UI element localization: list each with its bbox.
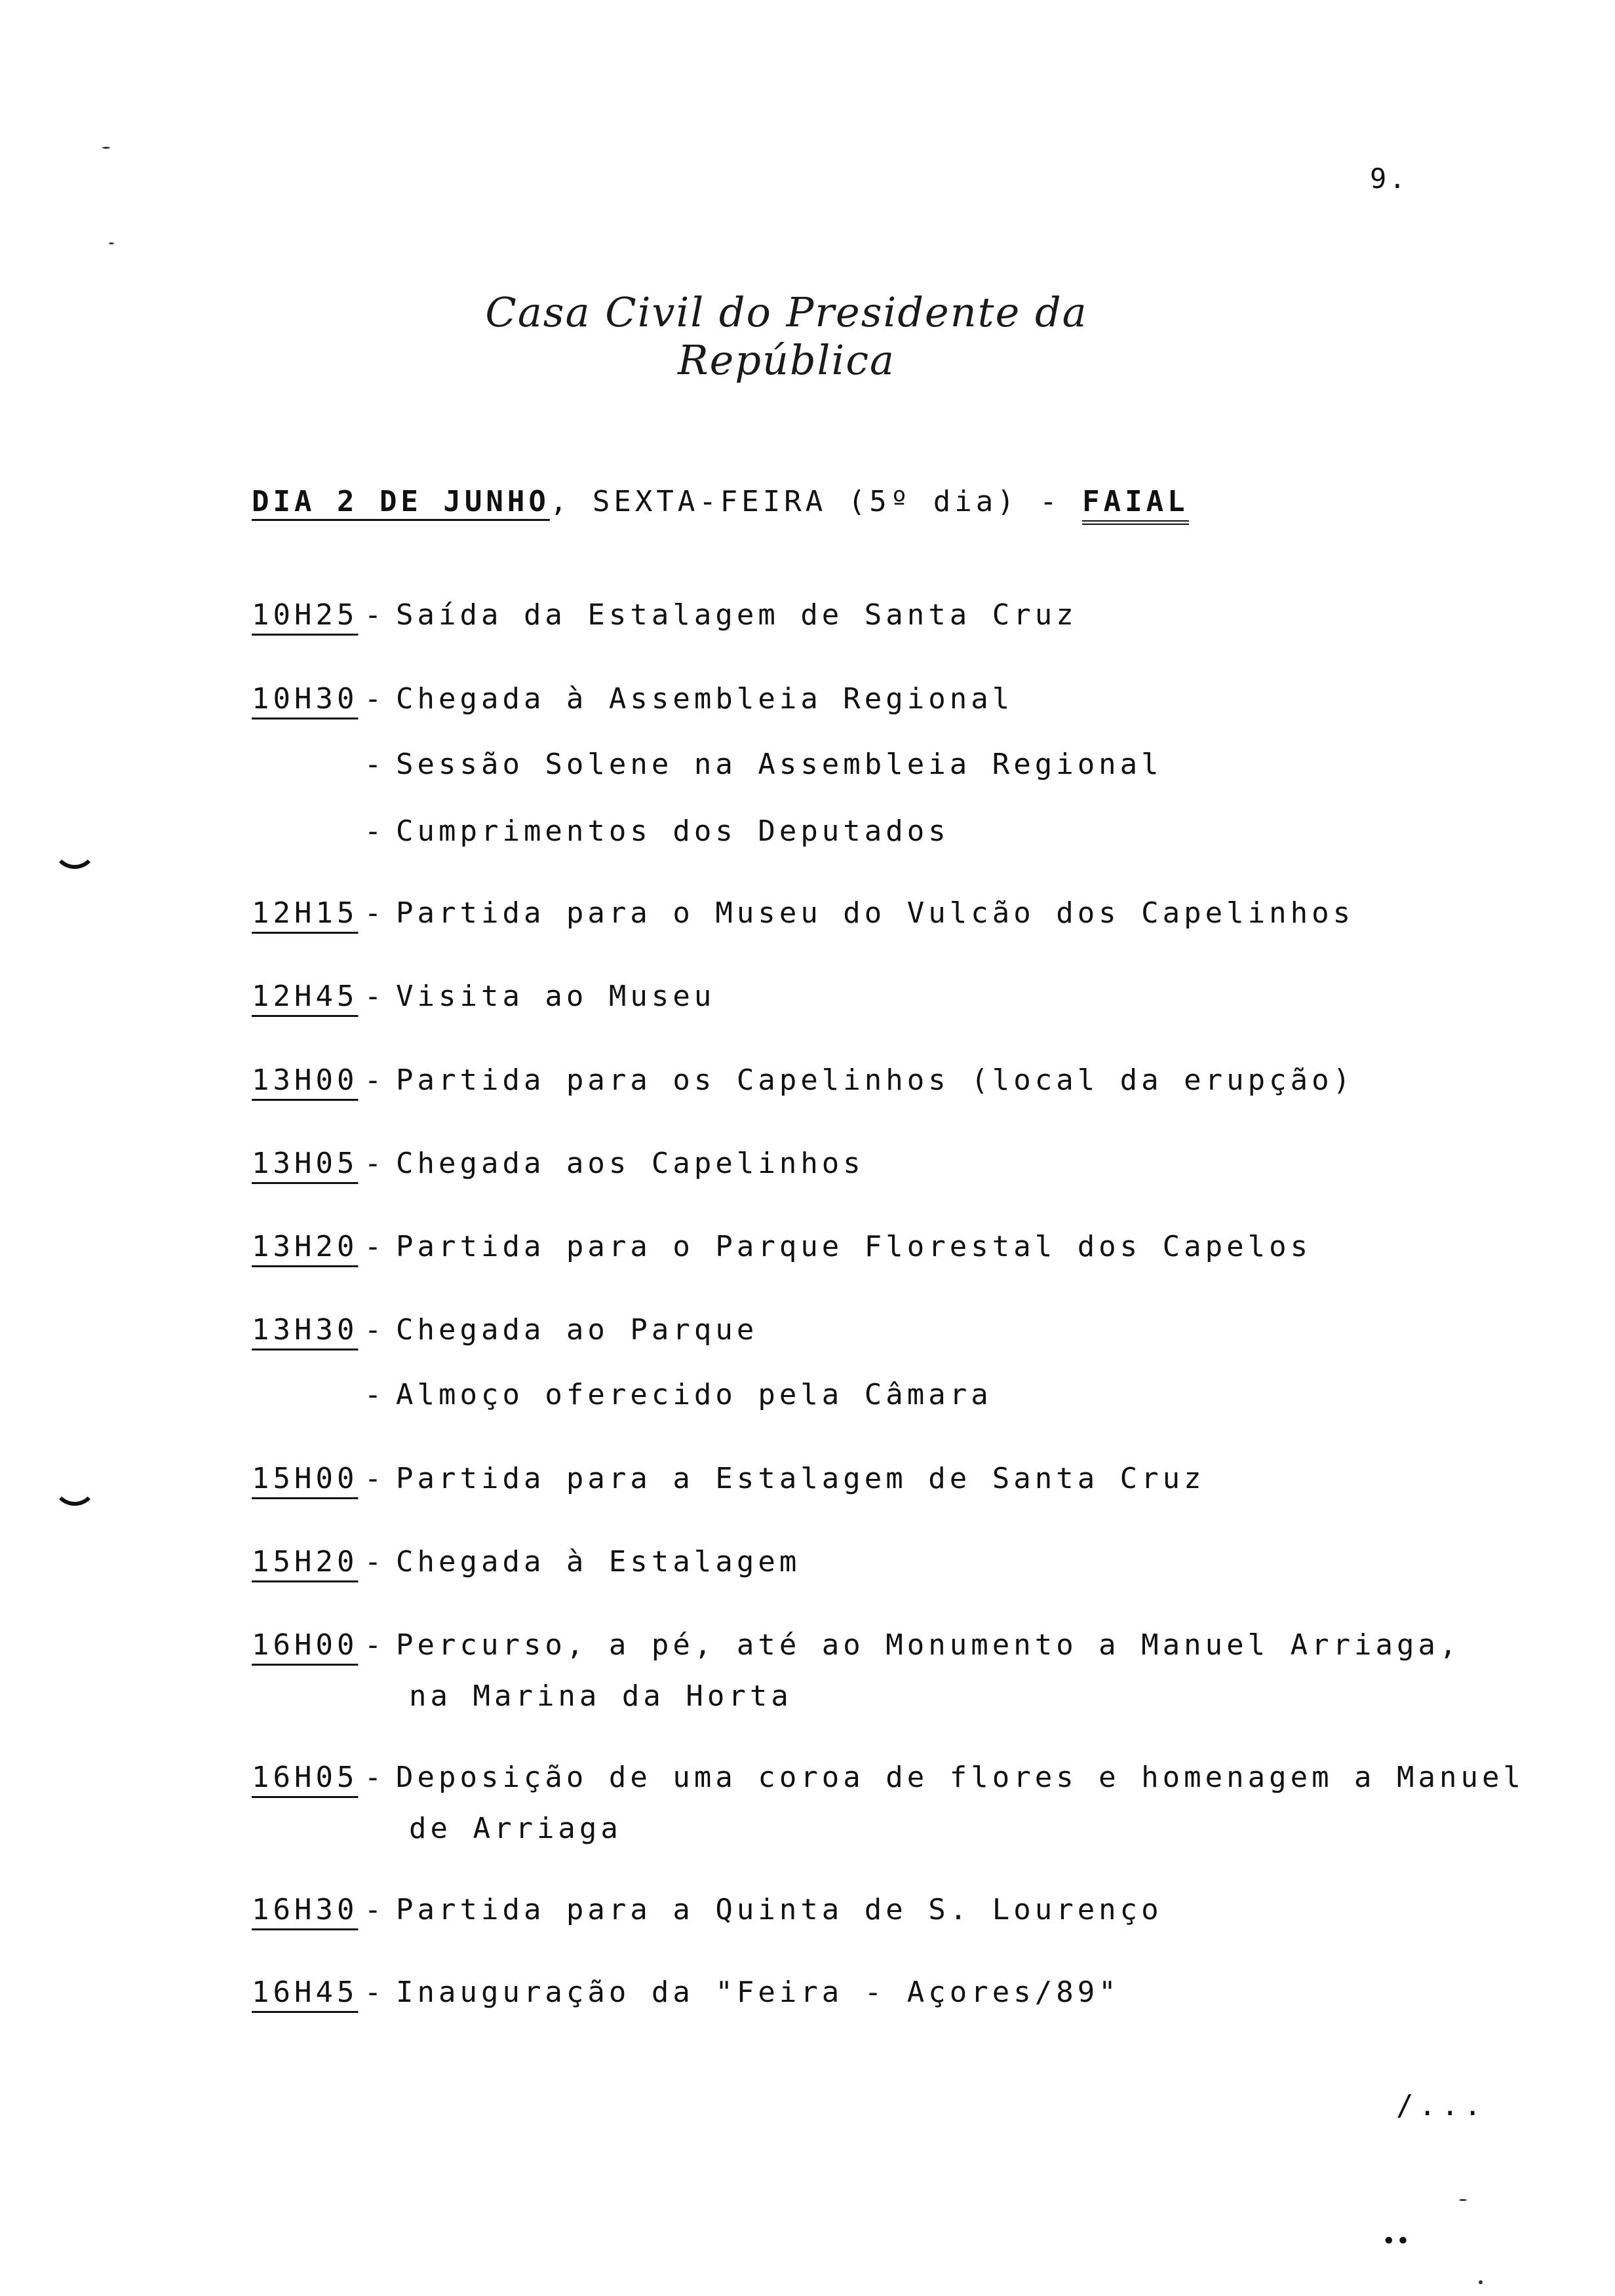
- schedule-entry: [252, 1055, 1354, 1106]
- entry-dash: -: [364, 1147, 386, 1180]
- entry-time: 16H45: [252, 1976, 359, 2009]
- margin-mark-top: [52, 845, 97, 869]
- entry-text: Partida para os Capelinhos (local da erupção): [396, 1063, 1355, 1097]
- entry-dash: -: [364, 1893, 386, 1926]
- continues-marker: /...: [1396, 2089, 1487, 2122]
- schedule-entry: [252, 1885, 1163, 1936]
- entry-text: Chegada à Assembleia Regional: [396, 682, 1014, 716]
- scan-speck: [1459, 2199, 1467, 2201]
- schedule-entry: [252, 1620, 1461, 1671]
- entry-text: Partida para a Estalagem de Santa Cruz: [396, 1462, 1205, 1495]
- entry-continuation: na Marina da Horta: [409, 1679, 792, 1713]
- letterhead: Casa Civil do Presidente da República: [485, 288, 1088, 384]
- schedule-entry: [252, 1221, 1312, 1272]
- entry-dash: -: [364, 1063, 386, 1097]
- entry-text: Partida para o Parque Florestal dos Capelos: [396, 1230, 1312, 1263]
- entry-text: Partida para a Quinta de S. Lourenço: [396, 1893, 1163, 1926]
- page-number: 9.: [1370, 163, 1409, 195]
- entry-time: 15H20: [252, 1545, 359, 1578]
- entry-text: Saída da Estalagem de Santa Cruz: [396, 598, 1078, 632]
- entry-dash: -: [364, 1628, 386, 1662]
- schedule-entry: [252, 888, 1354, 939]
- entry-text: Chegada ao Parque: [396, 1313, 758, 1347]
- entry-dash: -: [364, 1761, 386, 1794]
- schedule-entry: [252, 971, 715, 1022]
- heading-place: FAIAL: [1082, 488, 1188, 525]
- footer-marks: ••: [1382, 2228, 1411, 2255]
- entry-time: 12H15: [252, 896, 359, 930]
- entry-text: Sessão Solene na Assembleia Regional: [396, 748, 1163, 781]
- entry-dash: -: [364, 1230, 386, 1263]
- scan-speck: [109, 242, 114, 244]
- entry-time: 10H30: [252, 682, 359, 716]
- entry-text: Visita ao Museu: [396, 980, 716, 1013]
- entry-text: Partida para o Museu do Vulcão dos Capelinhos: [396, 896, 1355, 930]
- entry-text: Deposição de uma coroa de flores e homenagem a Manuel: [396, 1761, 1525, 1794]
- entry-time: 16H00: [252, 1628, 359, 1662]
- schedule-entry: [252, 1537, 800, 1588]
- entry-dash: -: [364, 1976, 386, 2009]
- entry-time: 16H30: [252, 1893, 359, 1926]
- schedule-entry: [252, 1752, 1525, 1803]
- schedule-entry-sub: [349, 806, 950, 857]
- entry-text: Chegada aos Capelinhos: [396, 1147, 865, 1180]
- entry-time: 15H00: [252, 1462, 359, 1495]
- entry-dash: -: [364, 896, 386, 930]
- entry-dash: -: [364, 1313, 386, 1347]
- entry-time: 13H00: [252, 1063, 359, 1097]
- entry-dash: -: [364, 682, 386, 716]
- entry-time: 12H45: [252, 980, 359, 1013]
- entry-dash: -: [364, 598, 386, 632]
- entry-time: 10H25: [252, 598, 359, 632]
- schedule-entry: [252, 1967, 1120, 2018]
- entry-dash: -: [364, 748, 386, 781]
- entry-dash: -: [364, 1378, 386, 1411]
- heading-weekday: SEXTA-FEIRA (5º dia) -: [571, 485, 1083, 518]
- entry-text: Chegada à Estalagem: [396, 1545, 801, 1578]
- schedule-entry-sub: [349, 739, 1163, 790]
- entry-text: Cumprimentos dos Deputados: [396, 814, 950, 848]
- schedule-heading: [252, 485, 1189, 525]
- entry-time: 16H05: [252, 1761, 359, 1794]
- entry-dash: -: [364, 1545, 386, 1578]
- heading-separator: ,: [549, 485, 572, 518]
- margin-mark-bottom: [52, 1482, 97, 1506]
- schedule-entry: [252, 1138, 865, 1189]
- entry-dash: -: [364, 814, 386, 848]
- entry-text: Inauguração da "Feira - Açores/89": [396, 1976, 1120, 2009]
- schedule-entry-sub: [349, 1369, 992, 1421]
- entry-time: 13H05: [252, 1147, 359, 1180]
- schedule-entry: [252, 674, 1013, 725]
- schedule-entry: [252, 590, 1078, 641]
- scan-speck: [1479, 2280, 1483, 2284]
- entry-text: Almoço oferecido pela Câmara: [396, 1378, 992, 1411]
- scan-speck: [102, 147, 110, 149]
- entry-text: Percurso, a pé, até ao Monumento a Manuel Arriaga,: [396, 1628, 1461, 1662]
- heading-date: DIA 2 DE JUNHO: [252, 485, 550, 518]
- schedule-entry: [252, 1453, 1205, 1504]
- schedule-entry: [252, 1305, 758, 1356]
- entry-dash: -: [364, 1462, 386, 1495]
- entry-continuation: de Arriaga: [409, 1812, 622, 1845]
- entry-time: 13H30: [252, 1313, 359, 1347]
- entry-dash: -: [364, 980, 386, 1013]
- entry-time: 13H20: [252, 1230, 359, 1263]
